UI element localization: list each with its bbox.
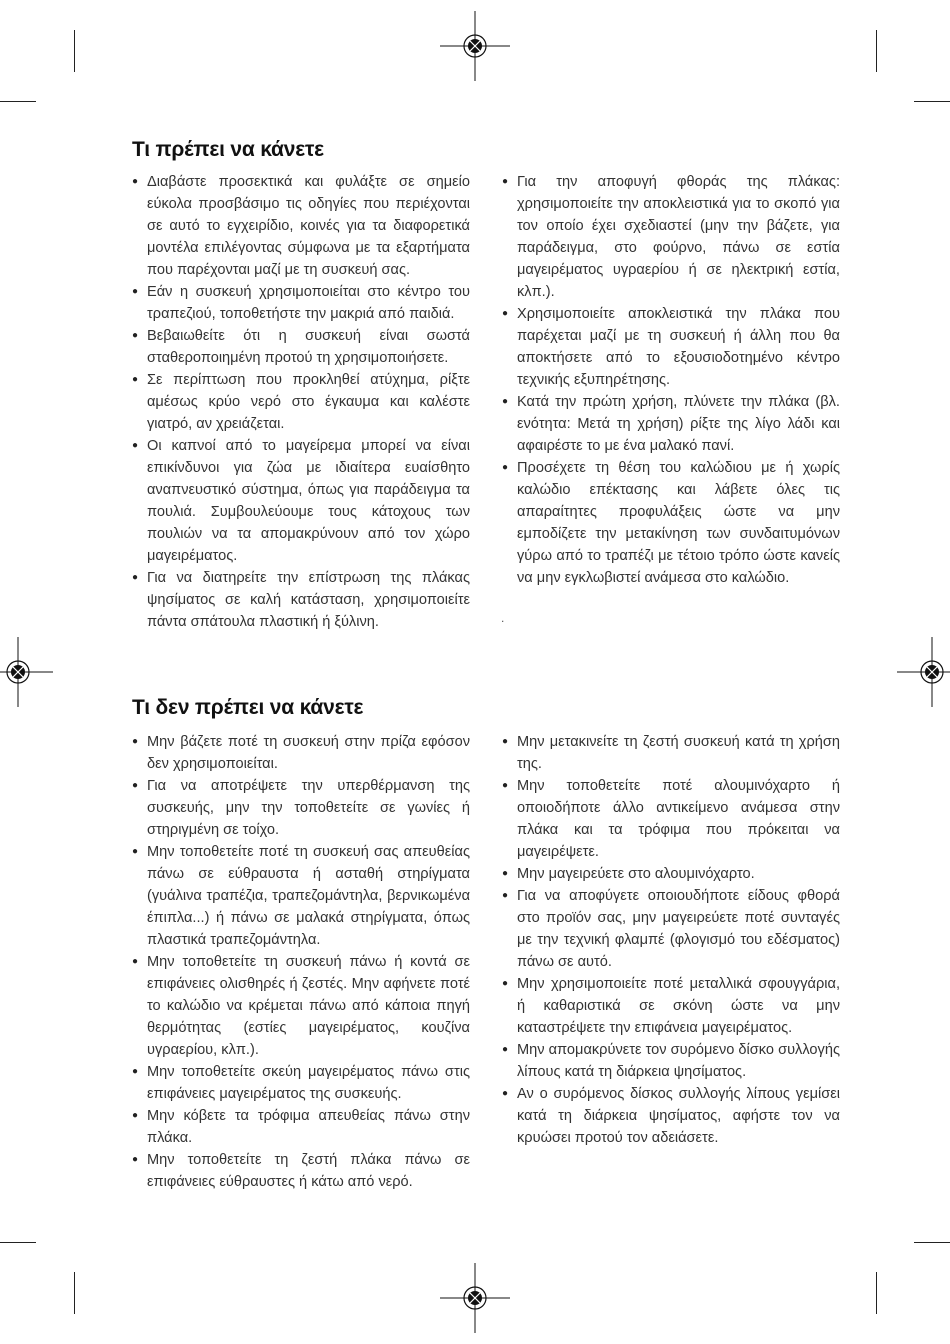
list-item: ● Οι καπνοί από το μαγείρεμα μπορεί να είναι επικίνδυνοι για ζώα με ιδιαίτερα ευαίσθητο αναπνευστικό σύστημα, όπως για παράδειγμα τα πουλιά. Συμβουλεύουμε τους κάτοχους των πουλιών να τα απομακρύνουν από τον χώρο μαγειρέματος. (132, 435, 470, 567)
registration-mark-left (0, 637, 53, 707)
registration-mark-right (897, 637, 950, 707)
list-item: ● Για να αποτρέψετε την υπερθέρμανση της συσκευής, μην την τοποθετείτε σε γωνίες ή στηριγμένη σε τοίχο. (132, 775, 470, 841)
list-item: ● Μην τοποθετείτε ποτέ αλουμινόχαρτο ή οποιοδήποτε άλλο αντικείμενο ανάμεσα στην πλάκα και τα τρόφιμα που πρόκειται να μαγειρέψετε. (502, 775, 840, 863)
list-item: ● Μην τοποθετείτε τη ζεστή πλάκα πάνω σε επιφάνειες εύθραυστες ή κάτω από νερό. (132, 1149, 470, 1193)
list-item: ● Σε περίπτωση που προκληθεί ατύχημα, ρίξτε αμέσως κρύο νερό στο έγκαυμα και καλέστε γιατρό, αν χρειάζεται. (132, 369, 470, 435)
crop-mark-top-right-v (876, 30, 877, 72)
crop-mark-bottom-right-v (876, 1272, 877, 1314)
dont-list-right (502, 731, 840, 1149)
list-item: ● Μην τοποθετείτε σκεύη μαγειρέματος πάνω στις επιφάνειες μαγειρέματος της συσκευής. (132, 1061, 470, 1105)
list-item: ● Χρησιμοποιείτε αποκλειστικά την πλάκα που παρέχεται μαζί με τη συσκευή ή άλλη που θα αποκτήσετε από το εξουσιοδοτημένο κέντρο τεχνικής εξυπηρέτησης. (502, 303, 840, 391)
list-item: ● Για την αποφυγή φθοράς της πλάκας: χρησιμοποιείτε την αποκλειστικά για το σκοπό για τον οποίο έχει σχεδιαστεί (μην την βάζετε, για παράδειγμα, στο φούρνο, πάνω σε εστία μαγειρέματος υγραερίου ή σε ηλεκτρική εστία, κλπ.). (502, 171, 840, 303)
list-item: ● Μην κόβετε τα τρόφιμα απευθείας πάνω στην πλάκα. (132, 1105, 470, 1149)
crop-mark-bottom-left-v (74, 1272, 75, 1314)
crop-mark-bottom-right-h (914, 1242, 950, 1243)
list-item: ● Βεβαιωθείτε ότι η συσκευή είναι σωστά σταθεροποιημένη προτού τη χρησιμοποιήσετε. (132, 325, 470, 369)
crop-mark-top-left-h (0, 101, 36, 102)
crop-mark-top-right-h (914, 101, 950, 102)
list-item: ● Μην τοποθετείτε ποτέ τη συσκευή σας απευθείας πάνω σε εύθραυστα ή ασταθή στηρίγματα (γυάλινα τραπέζια, τραπεζομάντηλα, βερνικωμένα έπιπλα...) ή πάνω σε μαλακά στηρίγματα, όπως πλαστικά τραπεζομάντηλα. (132, 841, 470, 951)
dont-list-left (132, 731, 470, 1193)
registration-mark-top (440, 11, 510, 81)
list-item: ● Κατά την πρώτη χρήση, πλύνετε την πλάκα (βλ. ενότητα: Μετά τη χρήση) ρίξτε της λίγο λάδι και αφαιρέστε το με ένα μαλακό πανί. (502, 391, 840, 457)
list-item: ● Για να αποφύγετε οποιουδήποτε είδους φθορά στο προϊόν σας, μην μαγειρεύετε ποτέ συνταγές με την τεχνική φλαμπέ (φλογισμό του εδέσματος) πάνω σε αυτό. (502, 885, 840, 973)
do-list-left (132, 171, 470, 633)
list-item: ● Διαβάστε προσεκτικά και φυλάξτε σε σημείο εύκολα προσβάσιμο τις οδηγίες που περιέχονται σε αυτό το εγχειρίδιο, κοινές για τα διαφορετικά μοντέλα επιλέγοντας σύμφωνα με τα εξαρτήματα που παρέχονται μαζί με τη συσκευή σας. (132, 171, 470, 281)
list-item: ● Αν ο συρόμενος δίσκος συλλογής λίπους γεμίσει κατά τη διάρκεια ψησίματος, αφήστε τον να κρυώσει προτού τον αδειάσετε. (502, 1083, 840, 1149)
crop-mark-bottom-left-h (0, 1242, 36, 1243)
registration-mark-bottom (440, 1263, 510, 1333)
stray-mark: . (501, 611, 505, 625)
crop-mark-top-left-v (74, 30, 75, 72)
list-item: ● Μην τοποθετείτε τη συσκευή πάνω ή κοντά σε επιφάνειες ολισθηρές ή ζεστές. Μην αφήνετε ποτέ το καλώδιο να κρέμεται πάνω από κάποια πηγή θερμότητας (εστίες μαγειρέματος, κουζίνα υγραερίου, κλπ.). (132, 951, 470, 1061)
list-item: ● Προσέχετε τη θέση του καλώδιου με ή χωρίς καλώδιο επέκτασης και λάβετε όλες τις απαραίτητες προφυλάξεις ώστε να μην εμποδίζετε την μετακίνηση των συνδαιτυμόνων γύρω από το τραπέζι με τέτοιο τρόπο ώστε κανείς να μην εγκλωβιστεί ανάμεσα στο καλώδιο. (502, 457, 840, 589)
section-title-do: Τι πρέπει να κάνετε (132, 138, 324, 161)
do-list-right (502, 171, 840, 589)
section-title-dont: Τι δεν πρέπει να κάνετε (132, 696, 364, 719)
list-item: ● Μην βάζετε ποτέ τη συσκευή στην πρίζα εφόσον δεν χρησιμοποιείται. (132, 731, 470, 775)
list-item: ● Εάν η συσκευή χρησιμοποιείται στο κέντρο του τραπεζιού, τοποθετήστε την μακριά από παιδιά. (132, 281, 470, 325)
list-item: ● Μην μετακινείτε τη ζεστή συσκευή κατά τη χρήση της. (502, 731, 840, 775)
list-item: ● Για να διατηρείτε την επίστρωση της πλάκας ψησίματος σε καλή κατάσταση, χρησιμοποιείτε πάντα σπάτουλα πλαστική ή ξύλινη. (132, 567, 470, 633)
list-item: ● Μην χρησιμοποιείτε ποτέ μεταλλικά σφουγγάρια, ή καθαριστικά σε σκόνη ώστε να μην καταστρέψετε την επιφάνεια μαγειρέματος. (502, 973, 840, 1039)
list-item: ● Μην μαγειρεύετε στο αλουμινόχαρτο. (502, 863, 840, 885)
list-item: ● Μην απομακρύνετε τον συρόμενο δίσκο συλλογής λίπους κατά τη διάρκεια ψησίματος. (502, 1039, 840, 1083)
